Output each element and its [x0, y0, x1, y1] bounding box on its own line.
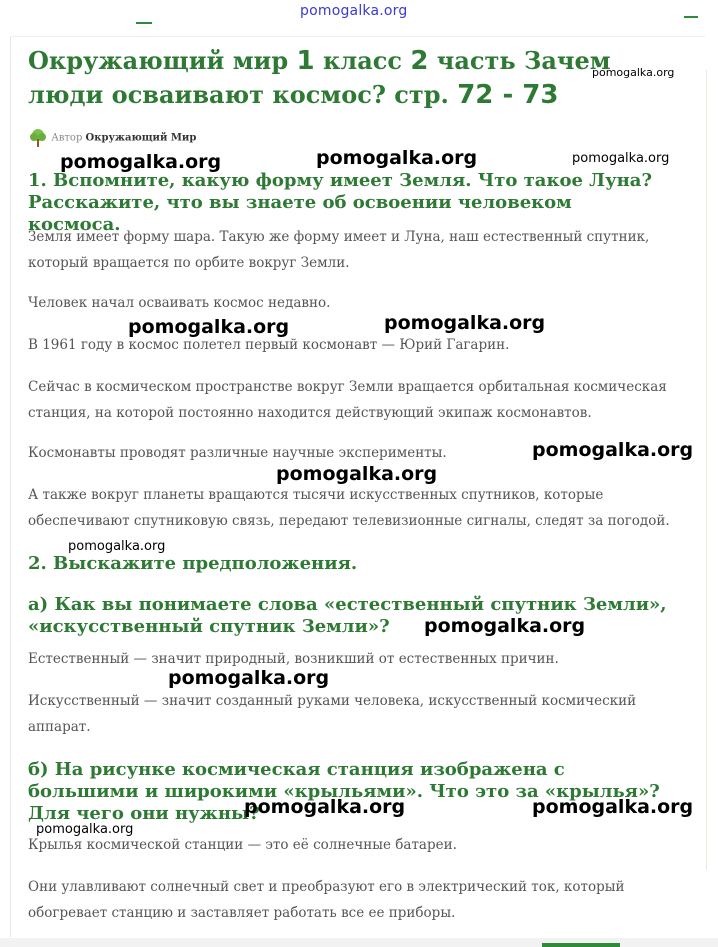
q1-paragraph-1: Земля имеет форму шара. Такую же форму имеет и Луна, наш естественный спутник, который вращается по орбите вокруг Земли. — [28, 229, 650, 271]
top-divider-right — [684, 16, 698, 18]
watermark: pomogalka.org — [316, 147, 478, 169]
title-part-2: класс — [314, 46, 411, 75]
watermark: pomogalka.org — [244, 796, 406, 818]
top-bar — [0, 0, 718, 36]
right-divider — [706, 70, 707, 870]
watermark: pomogalka.org — [276, 463, 438, 485]
watermark: pomogalka.org — [36, 822, 134, 837]
q1-paragraph-2: Человек начал осваивать космос недавно. — [28, 295, 331, 311]
q1-paragraph-5: Космонавты проводят различные научные эксперименты. — [28, 445, 447, 461]
watermark: pomogalka.org — [168, 667, 330, 689]
q2-heading: 2. Выскажите предположения. — [28, 553, 358, 574]
title-part-1: Окружающий мир — [28, 46, 297, 75]
watermark: pomogalka.org — [532, 796, 694, 818]
q2a-paragraph-1: Естественный — значит природный, возникший от естественных причин. — [28, 651, 559, 667]
title-part-3: часть Зачем люди осваивают космос? стр. — [28, 46, 611, 109]
title-pages: 72 - 73 — [457, 80, 559, 110]
site-logo[interactable]: pomogalka.org — [300, 3, 408, 19]
q1-paragraph-4: Сейчас в космическом пространстве вокруг Земли вращается орбитальная космическая станция, на которой постоянно находится действующий экипаж космонавтов. — [28, 379, 667, 421]
watermark: pomogalka.org — [128, 316, 290, 338]
q2b-heading: б) На рисунке космическая станция изображена с большими и широкими «крыльями». Что это за «крылья»? Для чего они нужны? — [28, 759, 660, 824]
top-divider — [136, 22, 152, 24]
watermark: pomogalka.org — [60, 151, 222, 173]
author-name[interactable]: Окружающий Мир — [85, 132, 197, 144]
q2a-heading: а) Как вы понимаете слова «естественный спутник Земли», «искусственный спутник Земли»? — [28, 594, 667, 637]
watermark: pomogalka.org — [572, 151, 670, 166]
watermark: pomogalka.org — [424, 615, 586, 637]
title-part-number: 2 — [410, 46, 429, 76]
author-label: Автор — [51, 132, 83, 144]
bottom-accent-button[interactable] — [542, 943, 620, 947]
q1-paragraph-6: А также вокруг планеты вращаются тысячи искусственных спутников, которые обеспечивают спутниковую связь, передают телевизионные сигналы, следят за погодой. — [28, 487, 670, 529]
watermark: pomogalka.org — [592, 66, 675, 79]
page-title — [28, 44, 618, 112]
q2a-paragraph-2: Искусственный — значит созданный руками человека, искусственный космический аппарат. — [28, 693, 637, 735]
watermark: pomogalka.org — [384, 312, 546, 334]
q2b-paragraph-2: Они улавливают солнечный свет и преобразуют его в электрический ток, который обогревает станцию и заставляет работать все ее приборы. — [28, 879, 625, 921]
watermark: pomogalka.org — [532, 439, 694, 461]
title-grade: 1 — [296, 46, 315, 76]
watermark: pomogalka.org — [68, 539, 166, 554]
tree-icon — [28, 128, 48, 148]
q1-heading: 1. Вспомните, какую форму имеет Земля. Что такое Луна? Расскажите, что вы знаете об освоении человеком космоса. — [28, 170, 652, 235]
q1-paragraph-3: В 1961 году в космос полетел первый космонавт — Юрий Гагарин. — [28, 337, 510, 353]
q2b-paragraph-1: Крылья космической станции — это её солнечные батареи. — [28, 837, 457, 853]
author-line — [28, 128, 196, 150]
